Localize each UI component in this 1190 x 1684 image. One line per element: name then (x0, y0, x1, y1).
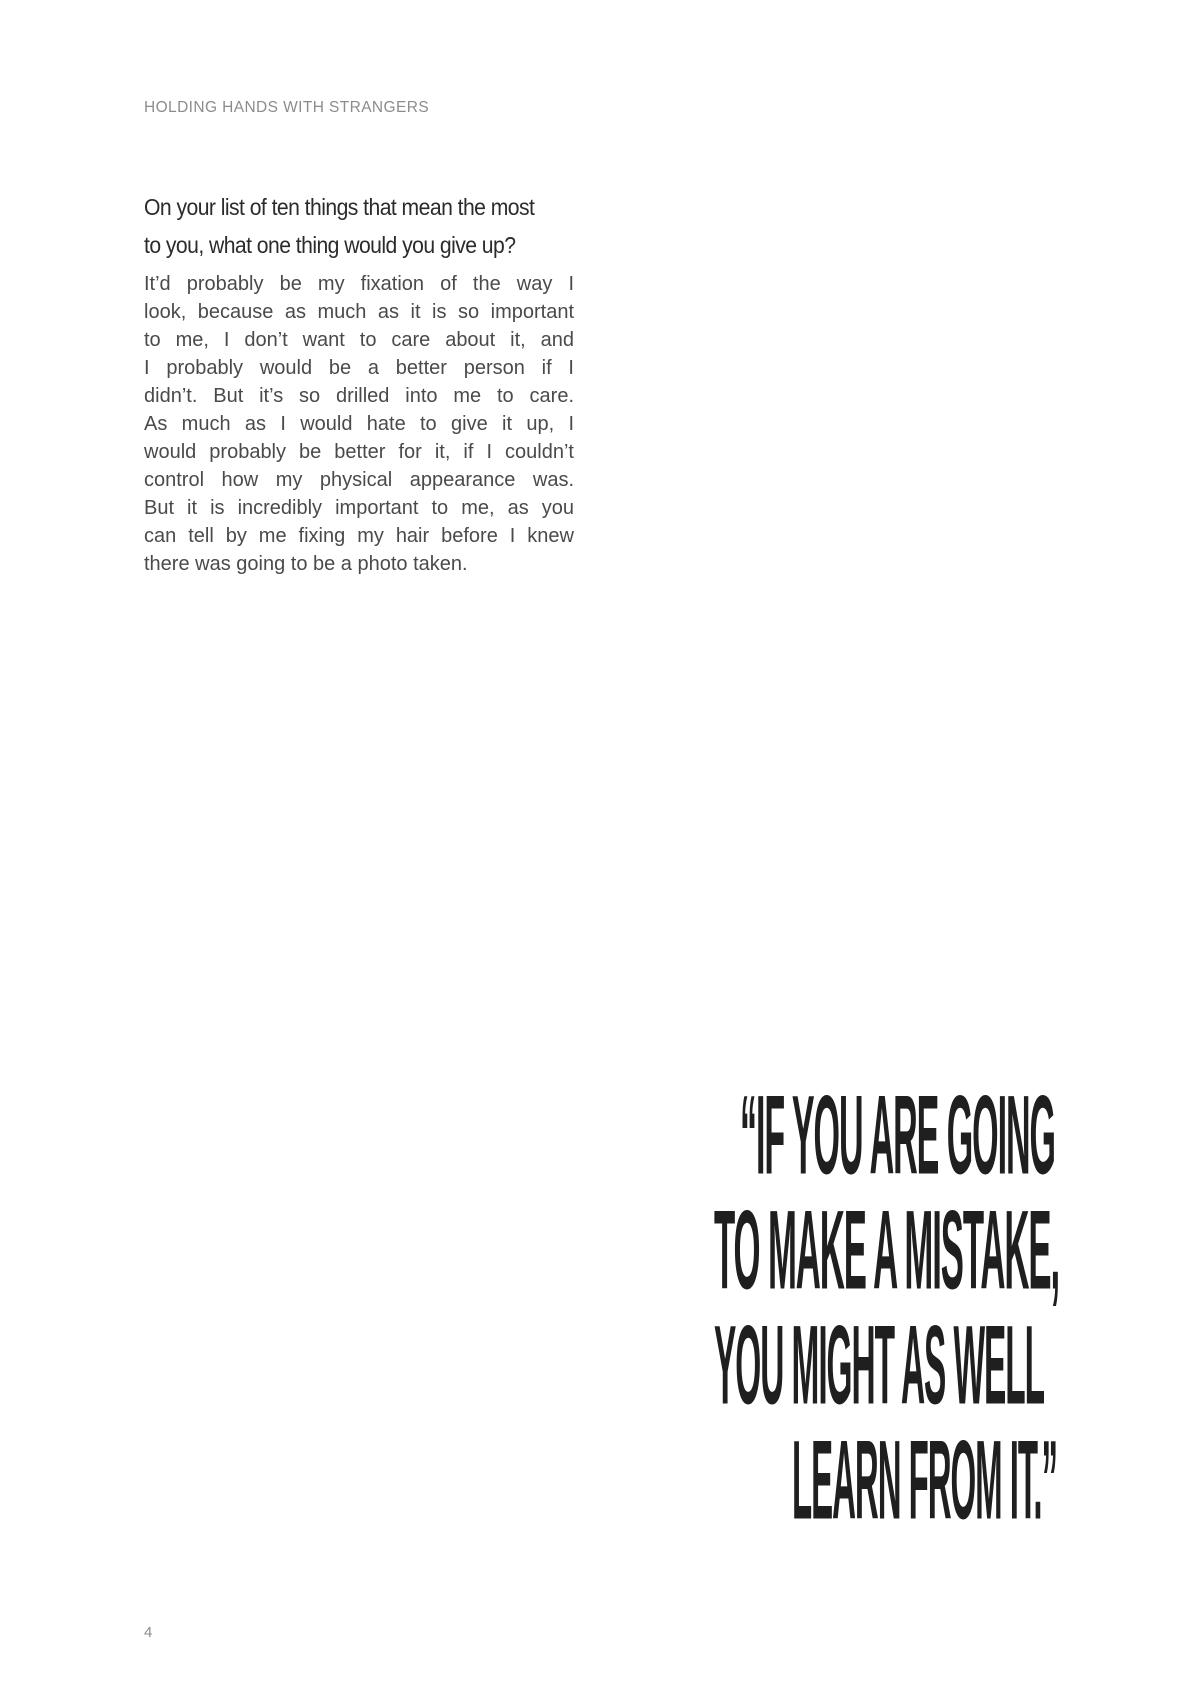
interview-answer (144, 270, 574, 578)
answer-line: As much as I would hate to give it up, I (144, 413, 574, 435)
answer-line: didn’t. But it’s so drilled into me to care. (144, 385, 574, 407)
question-line: On your list of ten things that mean the most (144, 194, 535, 220)
answer-line: control how my physical appearance was. (144, 469, 574, 491)
pull-quote-line: “IF YOU ARE GOING (740, 1073, 1055, 1198)
answer-line: I probably would be a better person if I (144, 357, 574, 379)
pull-quote-line: LEARN FROM IT.” (792, 1418, 1057, 1543)
answer-line: would probably be better for it, if I couldn’t (144, 441, 574, 463)
answer-line: It’d probably be my fixation of the way I (144, 273, 574, 295)
pull-quote-line: TO MAKE A MISTAKE, (714, 1188, 1059, 1313)
interview-question (144, 188, 576, 264)
page-number: 4 (144, 1624, 153, 1641)
answer-line: to me, I don’t want to care about it, and (144, 329, 574, 351)
pull-quote (700, 1073, 1080, 1560)
answer-line: there was going to be a photo taken. (144, 553, 468, 575)
answer-line: can tell by me fixing my hair before I knew (144, 525, 574, 547)
answer-line: But it is incredibly important to me, as you (144, 497, 574, 519)
question-line: to you, what one thing would you give up? (144, 232, 516, 258)
answer-line: look, because as much as it is so important (144, 301, 574, 323)
pull-quote-line: YOU MIGHT AS WELL (714, 1303, 1045, 1428)
running-header: HOLDING HANDS WITH STRANGERS (144, 99, 430, 116)
